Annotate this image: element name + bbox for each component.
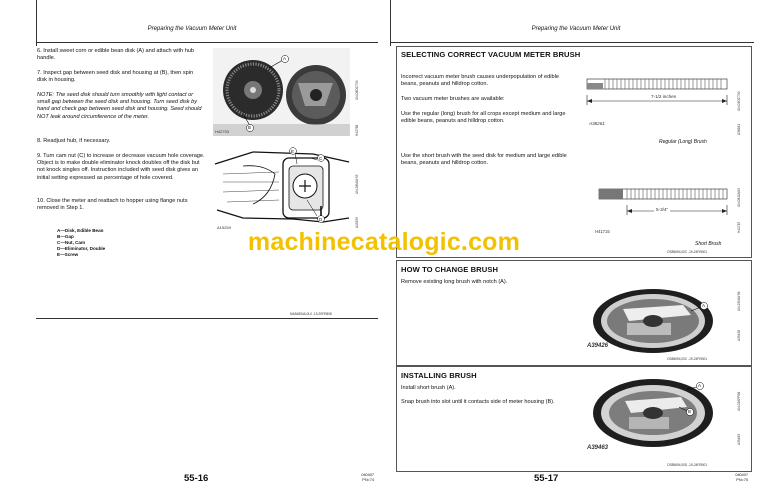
regular-brush-diagram [583, 73, 733, 129]
fig2-callout-c: C [319, 156, 323, 161]
section-installing-brush [396, 366, 752, 472]
fig2-code2: A15259 [355, 217, 359, 228]
fig2-callout-d: D [319, 217, 323, 222]
install-brush-callout-a: A [698, 383, 702, 388]
left-footer-code: MA54894A,0L0 -19-29FEB08 [290, 312, 332, 316]
section3-title: INSTALLING BRUSH [401, 371, 477, 380]
short-brush-code: UN-08JUN93 [737, 188, 741, 207]
left-pn-date: 040407 [361, 473, 374, 477]
section2-p1: Remove existing long brush with notch (A). [401, 279, 508, 285]
section1-p2: Two vacuum meter brushes are available: [401, 96, 505, 102]
step-7: 7. Inspect gap between seed disk and housing at (B), then spin disk in housing. [37, 70, 194, 84]
step-6: 6. Install sweet corn or edible bean disk (A) and attach with hub handle. [37, 48, 195, 62]
change-brush-code2: A39426 [737, 330, 741, 341]
fig1-callout-a: A [283, 56, 287, 61]
section2-footer-code: OS85694,00C -19-24FEB01 [667, 357, 708, 361]
regular-brush-code: UN-09OCT90 [737, 91, 741, 111]
fig2-label: A15259 [217, 225, 231, 230]
legend-item-c: C—Nut, Cam [57, 240, 86, 245]
right-header-rule [390, 42, 754, 43]
step-10: 10. Close the meter and reattach to hopper using flange nuts removed in Step 1. [37, 198, 188, 212]
install-brush-photo [583, 371, 723, 451]
short-brush-label: H41715 [595, 229, 610, 234]
left-margin-rule [36, 0, 37, 46]
section1-title: SELECTING CORRECT VACUUM METER BRUSH [401, 50, 581, 59]
fig2-callout-e: E [291, 149, 295, 154]
legend-item-b: B—Gap [57, 234, 74, 239]
left-footer-rule [36, 318, 378, 319]
right-pn-date: 040407 [735, 473, 748, 477]
step-9: 9. Turn cam nut (C) to increase or decrease vacuum hole coverage. Object is to make double eliminator knock doubles off the disk but not knock singles off. Instruction included with seed disk gives an initial setting expressed as percentage of hole covered. [37, 153, 205, 181]
section1-p4: Use the short brush with the seed disk for medium and large edible beans, peanuts and hilldrop cotton. [401, 153, 567, 167]
short-brush-code2: H41715 [737, 221, 741, 233]
right-margin-rule [390, 0, 391, 46]
left-pn-block [340, 473, 374, 483]
legend-item-a: A—Disk, Edible Bean [57, 228, 104, 233]
legend-item-e: E—Screw [57, 252, 79, 257]
section1-p3: Use the regular (long) brush for all crops except medium and large edible beans, peanuts and hilldrop cotton. [401, 111, 566, 125]
regular-brush-measure: 7-1/2 inches [651, 94, 677, 99]
right-pn: PN=75 [736, 478, 748, 482]
section1-p1: Incorrect vacuum meter brush causes underpopulation of edible beans, peanuts and hilldrop cotton. [401, 74, 559, 88]
section-how-to-change-brush [396, 260, 752, 366]
left-page-header: Preparing the Vacuum Meter Unit [147, 26, 237, 32]
regular-brush-caption: Regular (Long) Brush [659, 139, 707, 145]
install-brush-callout-b: B [688, 409, 692, 414]
change-brush-code: UN-29MAY96 [737, 291, 741, 311]
note-text: NOTE: The seed disk should turn smoothly with light contact or small gap between the seed disk and housing. Turn seed disk by hand and check gap between seed disk and housing. Seed should NOT leak around circumference of the meter. [37, 92, 202, 120]
fig2-code: UN-28MAY93 [355, 174, 359, 194]
section3-p2: Snap brush into slot until it contacts side of meter housing (B). [401, 399, 555, 405]
watermark-text: machinecatalogic.com [247, 228, 521, 256]
install-brush-code: UN-03APR96 [737, 391, 741, 411]
left-header-rule [36, 42, 378, 43]
section-selecting-brush [396, 46, 752, 258]
fig1-callout-b: B [248, 125, 252, 130]
fig1-code2: H42768 [355, 124, 359, 136]
short-brush-measure: 5-3/4" [656, 207, 669, 212]
section3-footer-code: OS85694,00D -19-24FEB01 [667, 463, 708, 467]
section2-title: HOW TO CHANGE BRUSH [401, 265, 499, 274]
legend-item-d: D—Eliminator, Double [57, 246, 106, 251]
change-brush-callout-a: A [702, 303, 706, 308]
step-8: 8. Readjust hub, if necessary. [37, 138, 111, 144]
change-brush-label: A39426 [587, 343, 609, 349]
install-brush-code2: A39463 [737, 434, 741, 445]
section3-p1: Install short brush (A). [401, 385, 456, 391]
short-brush-caption: Short Brush [695, 241, 722, 247]
fig1-label: H42703 [215, 129, 230, 134]
install-brush-label: A39463 [587, 445, 609, 451]
right-page-number: 55-17 [534, 473, 559, 484]
right-page-header: Preparing the Vacuum Meter Unit [531, 26, 621, 32]
left-pn: PN=74 [362, 478, 374, 482]
section1-footer-code: OS85694,00C -19-24FEB01 [667, 250, 708, 254]
right-pn-block [714, 473, 748, 483]
seed-disk-photo [213, 48, 350, 136]
regular-brush-code2: A38261 [737, 124, 741, 135]
cam-nut-diagram [213, 144, 350, 232]
regular-brush-label: A38261 [589, 121, 605, 126]
left-page-number: 55-16 [184, 473, 209, 484]
fig1-code: UN-08OCT99 [355, 80, 359, 100]
